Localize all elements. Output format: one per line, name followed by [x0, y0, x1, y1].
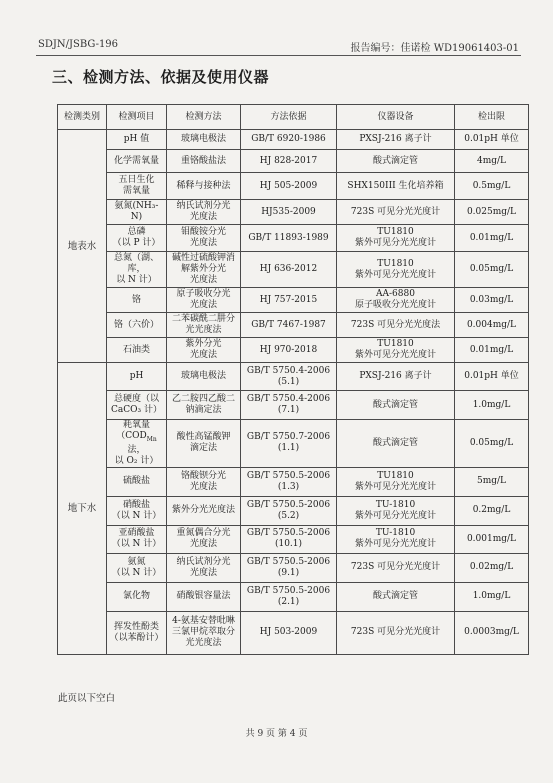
cell-method: 紫外分光光度法	[167, 496, 241, 525]
col-header-instrument: 仪器设备	[337, 105, 455, 130]
cell-instrument: SHX150III 生化培养箱	[337, 173, 455, 200]
cell-limit: 0.001mg/L	[455, 525, 529, 553]
cell-limit: 0.5mg/L	[455, 173, 529, 200]
cell-limit: 0.004mg/L	[455, 313, 529, 338]
cell-limit: 0.01mg/L	[455, 338, 529, 363]
table-row	[58, 338, 529, 363]
table-row	[58, 288, 529, 313]
cell-limit: 4mg/L	[455, 150, 529, 173]
cell-limit: 0.01pH 单位	[455, 363, 529, 391]
cell-item: 硫酸盐	[107, 467, 167, 496]
table-row	[58, 252, 529, 288]
cell-item: 挥发性酚类 （以苯酚计）	[107, 611, 167, 654]
cell-method: 玻璃电极法	[167, 363, 241, 391]
cell-basis: HJ 636-2012	[241, 252, 337, 288]
table-row	[58, 150, 529, 173]
table-row	[58, 130, 529, 150]
table-row	[58, 496, 529, 525]
table-row	[58, 525, 529, 553]
cell-method: 玻璃电极法	[167, 130, 241, 150]
cell-instrument: PXSJ-216 离子计	[337, 363, 455, 391]
cell-limit: 1.0mg/L	[455, 391, 529, 420]
cell-instrument: TU1810 紫外可见分光光度计	[337, 252, 455, 288]
cell-limit: 1.0mg/L	[455, 582, 529, 611]
cell-basis: GB/T 11893-1989	[241, 225, 337, 252]
cell-method: 4-氨基安替吡啉 三氯甲烷萃取分 光光度法	[167, 611, 241, 654]
cell-instrument: TU1810 紫外可见分光光度计	[337, 467, 455, 496]
table-row	[58, 173, 529, 200]
cell-limit: 0.2mg/L	[455, 496, 529, 525]
table-row	[58, 391, 529, 420]
cell-instrument: TU-1810 紫外可见分光光度计	[337, 525, 455, 553]
cell-limit: 0.025mg/L	[455, 200, 529, 225]
cell-method: 钼酸铵分光 光度法	[167, 225, 241, 252]
cell-instrument: TU1810 紫外可见分光光度计	[337, 225, 455, 252]
table-header-row	[58, 105, 529, 130]
cell-basis: GB/T 5750.5-2006 (1.3)	[241, 467, 337, 496]
cell-method: 紫外分光 光度法	[167, 338, 241, 363]
cell-instrument: PXSJ-216 离子计	[337, 130, 455, 150]
cell-method: 二苯碳酰二肼分 光光度法	[167, 313, 241, 338]
cell-item: pH 值	[107, 130, 167, 150]
table-row	[58, 225, 529, 252]
cell-method: 碱性过硫酸钾消 解紫外分光 光度法	[167, 252, 241, 288]
col-header-basis: 方法依据	[241, 105, 337, 130]
cell-basis: HJ535-2009	[241, 200, 337, 225]
cell-item: 总磷 （以 P 计）	[107, 225, 167, 252]
cell-instrument: 723S 可见分光光度计	[337, 611, 455, 654]
cell-method: 稀释与接种法	[167, 173, 241, 200]
cell-method: 原子吸收分光 光度法	[167, 288, 241, 313]
cell-method: 纳氏试剂分光 光度法	[167, 553, 241, 582]
cell-item: 总氮（湖、库， 以 N 计）	[107, 252, 167, 288]
cell-item: 铬	[107, 288, 167, 313]
cell-item: 石油类	[107, 338, 167, 363]
cell-limit: 0.03mg/L	[455, 288, 529, 313]
cell-instrument: TU1810 紫外可见分光光度计	[337, 338, 455, 363]
cell-method: 乙二胺四乙酸二 钠滴定法	[167, 391, 241, 420]
table-row	[58, 363, 529, 391]
cell-item: 五日生化 需氧量	[107, 173, 167, 200]
cell-basis: HJ 503-2009	[241, 611, 337, 654]
cell-item: 化学需氧量	[107, 150, 167, 173]
cell-item: pH	[107, 363, 167, 391]
cell-basis: HJ 828-2017	[241, 150, 337, 173]
methods-table	[57, 104, 529, 655]
cell-instrument: 酸式滴定管	[337, 150, 455, 173]
cell-item: 耗氧量 （$COD_{Mn}$ 法， 以 O₂ 计）	[107, 420, 167, 468]
cell-item: 氨氮 （以 N 计）	[107, 553, 167, 582]
table-row	[58, 467, 529, 496]
cell-method: 纳氏试剂分光 光度法	[167, 200, 241, 225]
cell-method: 重铬酸盐法	[167, 150, 241, 173]
cell-instrument: 723S 可见分光光度计	[337, 200, 455, 225]
cell-item: 总硬度（以 CaCO₃ 计）	[107, 391, 167, 420]
cell-item: 铬（六价）	[107, 313, 167, 338]
cell-limit: 0.05mg/L	[455, 420, 529, 468]
table-row	[58, 200, 529, 225]
cell-instrument: 酸式滴定管	[337, 420, 455, 468]
cell-basis: GB/T 5750.7-2006 (1.1)	[241, 420, 337, 468]
document-code: SDJN/JSBG-196	[38, 39, 119, 50]
cell-basis: GB/T 6920-1986	[241, 130, 337, 150]
report-number: 报告编号：佳诺检 WD19061403-01	[350, 43, 519, 54]
cell-method: 硝酸银容量法	[167, 582, 241, 611]
cell-instrument: 酸式滴定管	[337, 582, 455, 611]
cell-basis: GB/T 5750.5-2006 (5.2)	[241, 496, 337, 525]
table-row	[58, 611, 529, 654]
cell-item: 硝酸盐 （以 N 计）	[107, 496, 167, 525]
cell-limit: 0.05mg/L	[455, 252, 529, 288]
section-title: 三、检测方法、依据及使用仪器	[52, 68, 270, 86]
header-divider	[36, 55, 521, 56]
cell-method: 重氮偶合分光 光度法	[167, 525, 241, 553]
cell-category: 地表水	[58, 130, 107, 363]
cell-basis: GB/T 5750.5-2006 (2.1)	[241, 582, 337, 611]
cell-method: 酸性高锰酸钾 滴定法	[167, 420, 241, 468]
cell-limit: 0.01pH 单位	[455, 130, 529, 150]
cell-basis: GB/T 5750.5-2006 (10.1)	[241, 525, 337, 553]
table-row	[58, 582, 529, 611]
table-row	[58, 553, 529, 582]
cell-item: 氨氮(NH₃-N)	[107, 200, 167, 225]
col-header-category: 检测类别	[58, 105, 107, 130]
table-row	[58, 313, 529, 338]
cell-basis: GB/T 5750.4-2006 (7.1)	[241, 391, 337, 420]
cell-item: 亚硝酸盐 （以 N 计）	[107, 525, 167, 553]
col-header-method: 检测方法	[167, 105, 241, 130]
cell-limit: 5mg/L	[455, 467, 529, 496]
cell-instrument: 723S 可见分光光度计	[337, 553, 455, 582]
cell-basis: GB/T 5750.4-2006 (5.1)	[241, 363, 337, 391]
cell-limit: 0.0003mg/L	[455, 611, 529, 654]
cell-category: 地下水	[58, 363, 107, 655]
cell-item: 氯化物	[107, 582, 167, 611]
cell-limit: 0.02mg/L	[455, 553, 529, 582]
cell-basis: HJ 757-2015	[241, 288, 337, 313]
cell-instrument: AA-6880 原子吸收分光光度计	[337, 288, 455, 313]
cell-basis: GB/T 5750.5-2006 (9.1)	[241, 553, 337, 582]
cell-instrument: TU-1810 紫外可见分光光度计	[337, 496, 455, 525]
cell-limit: 0.01mg/L	[455, 225, 529, 252]
cell-basis: HJ 970-2018	[241, 338, 337, 363]
cell-instrument: 酸式滴定管	[337, 391, 455, 420]
cell-method: 铬酸钡分光 光度法	[167, 467, 241, 496]
table-body	[58, 130, 529, 655]
col-header-item: 检测项目	[107, 105, 167, 130]
col-header-limit: 检出限	[455, 105, 529, 130]
table-row	[58, 420, 529, 468]
cell-basis: HJ 505-2009	[241, 173, 337, 200]
cell-basis: GB/T 7467-1987	[241, 313, 337, 338]
blank-below-note: 此页以下空白	[58, 693, 116, 704]
page-counter: 共 9 页 第 4 页	[245, 729, 308, 739]
cell-instrument: 723S 可见分光光度法	[337, 313, 455, 338]
